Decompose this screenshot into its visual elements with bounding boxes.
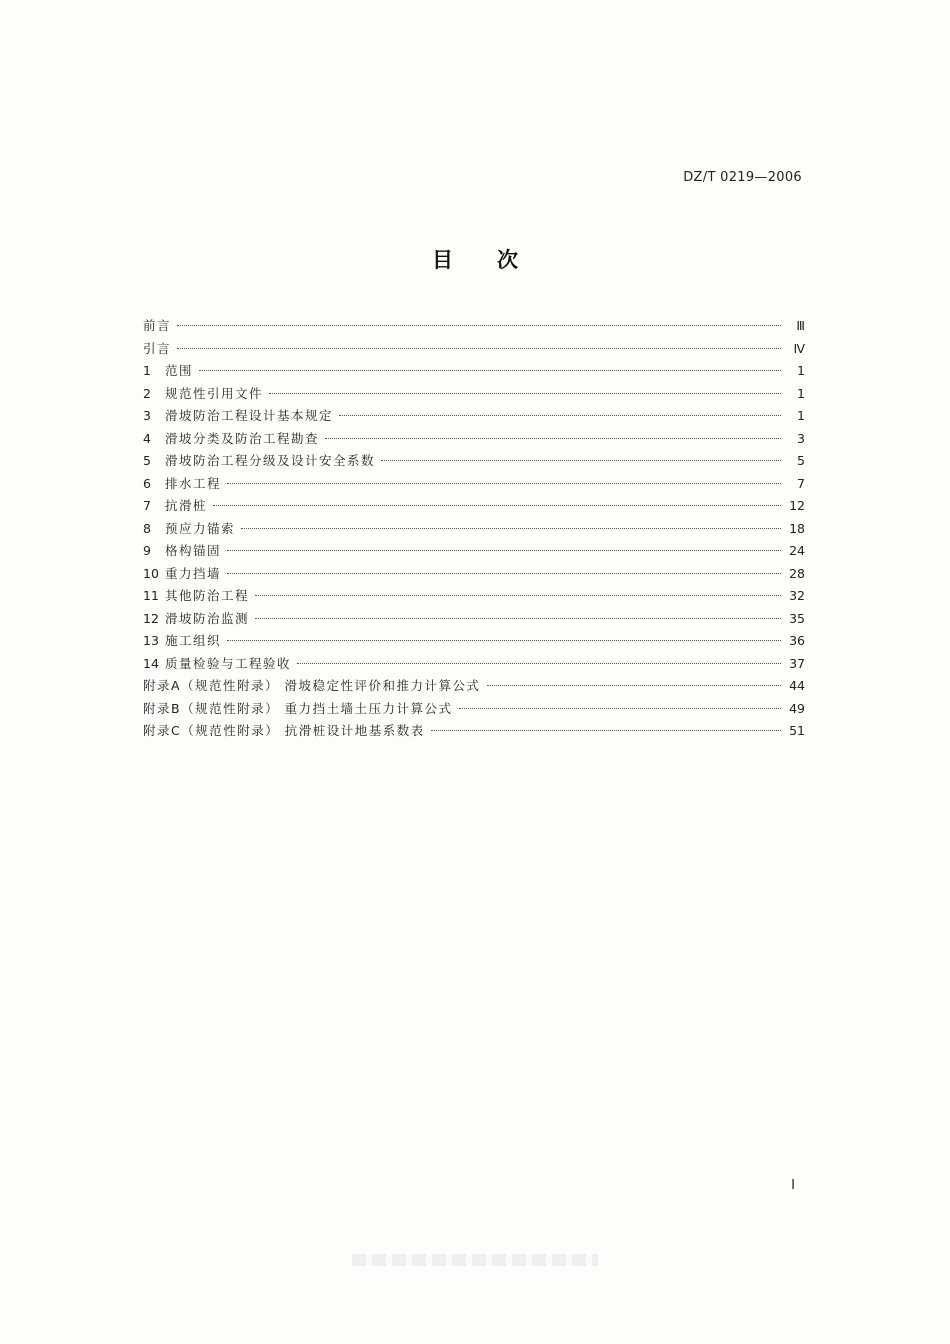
toc-entry[interactable] — [143, 630, 805, 653]
toc-entry-title: 滑坡防治监测 — [165, 610, 250, 626]
toc-entry-page: 12 — [789, 498, 805, 513]
toc-entry[interactable] — [143, 608, 805, 631]
toc-entry-page: 49 — [789, 700, 805, 716]
toc-leader-dots — [177, 325, 781, 326]
toc-entry-number: 14 — [143, 655, 159, 671]
toc-entry[interactable] — [143, 540, 805, 563]
toc-entry-title: 滑坡防治工程分级及设计安全系数 — [165, 453, 376, 468]
toc-entry-title: 重力挡墙 — [165, 565, 222, 581]
toc-leader-dots — [325, 438, 781, 439]
toc-leader-dots — [255, 595, 781, 596]
toc-entry-title: 质量检验与工程验收 — [165, 655, 292, 671]
toc-entry-number: 12 — [143, 610, 159, 626]
toc-entry-title: 预应力锚索 — [165, 520, 236, 536]
toc-entry[interactable] — [143, 338, 805, 361]
toc-entry-page: 51 — [789, 723, 805, 738]
toc-entry-title: 滑坡分类及防治工程勘查 — [165, 430, 320, 446]
toc-entry-number: 6 — [143, 475, 151, 491]
toc-entry-title: 引言 — [143, 340, 172, 356]
toc-leader-dots — [227, 640, 781, 641]
toc-leader-dots — [241, 528, 781, 529]
toc-entry-title: 附录A（规范性附录） 滑坡稳定性评价和推力计算公式 — [143, 678, 481, 693]
toc-entry-page: Ⅳ — [793, 340, 805, 356]
toc-entry-page: 5 — [797, 453, 805, 468]
page-title: 目次 — [432, 248, 562, 272]
toc-entry-title: 格构锚固 — [165, 543, 222, 558]
toc-leader-dots — [487, 685, 781, 686]
page-number: Ⅰ — [791, 1178, 795, 1193]
toc-leader-dots — [227, 483, 781, 484]
toc-leader-dots — [297, 663, 781, 664]
toc-entry[interactable] — [143, 315, 805, 338]
toc-entry-title: 附录B（规范性附录） 重力挡土墙土压力计算公式 — [143, 700, 453, 716]
toc-entry-title: 抗滑桩 — [165, 498, 208, 513]
toc-entry-page: 44 — [789, 678, 805, 693]
toc-entry[interactable] — [143, 698, 805, 721]
toc-entry-page: 32 — [789, 588, 805, 603]
toc-leader-dots — [199, 370, 781, 371]
toc-entry[interactable] — [143, 473, 805, 496]
toc-entry[interactable] — [143, 405, 805, 428]
toc-entry-number: 4 — [143, 430, 151, 446]
toc-leader-dots — [269, 393, 781, 394]
toc-entry[interactable] — [143, 383, 805, 406]
document-code: DZ/T 0219—2006 — [683, 170, 802, 185]
toc-entry[interactable] — [143, 360, 805, 383]
toc-entry-title: 范围 — [165, 363, 194, 378]
toc-entry-page: 35 — [789, 610, 805, 626]
toc-entry-number: 10 — [143, 565, 159, 581]
toc-entry-title: 施工组织 — [165, 633, 222, 648]
toc-entry-page: 36 — [789, 633, 805, 648]
toc-entry-title: 附录C（规范性附录） 抗滑桩设计地基系数表 — [143, 723, 425, 738]
toc-entry-page: 37 — [789, 655, 805, 671]
toc-entry-page: 3 — [797, 430, 805, 446]
toc-entry[interactable] — [143, 428, 805, 451]
toc-entry-title: 规范性引用文件 — [165, 385, 264, 401]
toc-entry-number: 2 — [143, 385, 151, 401]
toc-entry[interactable] — [143, 563, 805, 586]
toc-entry-number: 9 — [143, 543, 151, 558]
toc-entry-page: 1 — [797, 385, 805, 401]
toc-entry-number: 8 — [143, 520, 151, 536]
toc-entry[interactable] — [143, 585, 805, 608]
toc-entry-page: 28 — [789, 565, 805, 581]
toc-leader-dots — [227, 573, 781, 574]
toc-leader-dots — [381, 460, 781, 461]
toc-entry-page: 1 — [797, 363, 805, 378]
table-of-contents — [143, 315, 805, 743]
scan-artifact — [352, 1254, 598, 1266]
toc-entry-page: Ⅲ — [796, 318, 805, 333]
toc-entry-page: 24 — [789, 543, 805, 558]
toc-entry[interactable] — [143, 450, 805, 473]
toc-leader-dots — [339, 415, 781, 416]
toc-leader-dots — [459, 708, 781, 709]
toc-entry-number: 1 — [143, 363, 151, 378]
toc-entry-title: 排水工程 — [165, 475, 222, 491]
toc-entry-page: 1 — [797, 408, 805, 423]
toc-entry-number: 3 — [143, 408, 151, 423]
toc-entry-page: 7 — [797, 475, 805, 491]
toc-entry[interactable] — [143, 518, 805, 541]
toc-entry[interactable] — [143, 720, 805, 743]
toc-entry-number: 11 — [143, 588, 159, 603]
toc-entry-number: 5 — [143, 453, 151, 468]
toc-entry[interactable] — [143, 495, 805, 518]
toc-entry-title: 其他防治工程 — [165, 588, 250, 603]
toc-leader-dots — [177, 348, 781, 349]
toc-leader-dots — [213, 505, 781, 506]
toc-entry[interactable] — [143, 653, 805, 676]
toc-leader-dots — [227, 550, 781, 551]
toc-leader-dots — [431, 730, 781, 731]
toc-entry[interactable] — [143, 675, 805, 698]
toc-entry-title: 滑坡防治工程设计基本规定 — [165, 408, 334, 423]
toc-entry-page: 18 — [789, 520, 805, 536]
toc-entry-number: 7 — [143, 498, 151, 513]
toc-leader-dots — [255, 618, 781, 619]
toc-entry-title: 前言 — [143, 318, 172, 333]
toc-entry-number: 13 — [143, 633, 159, 648]
